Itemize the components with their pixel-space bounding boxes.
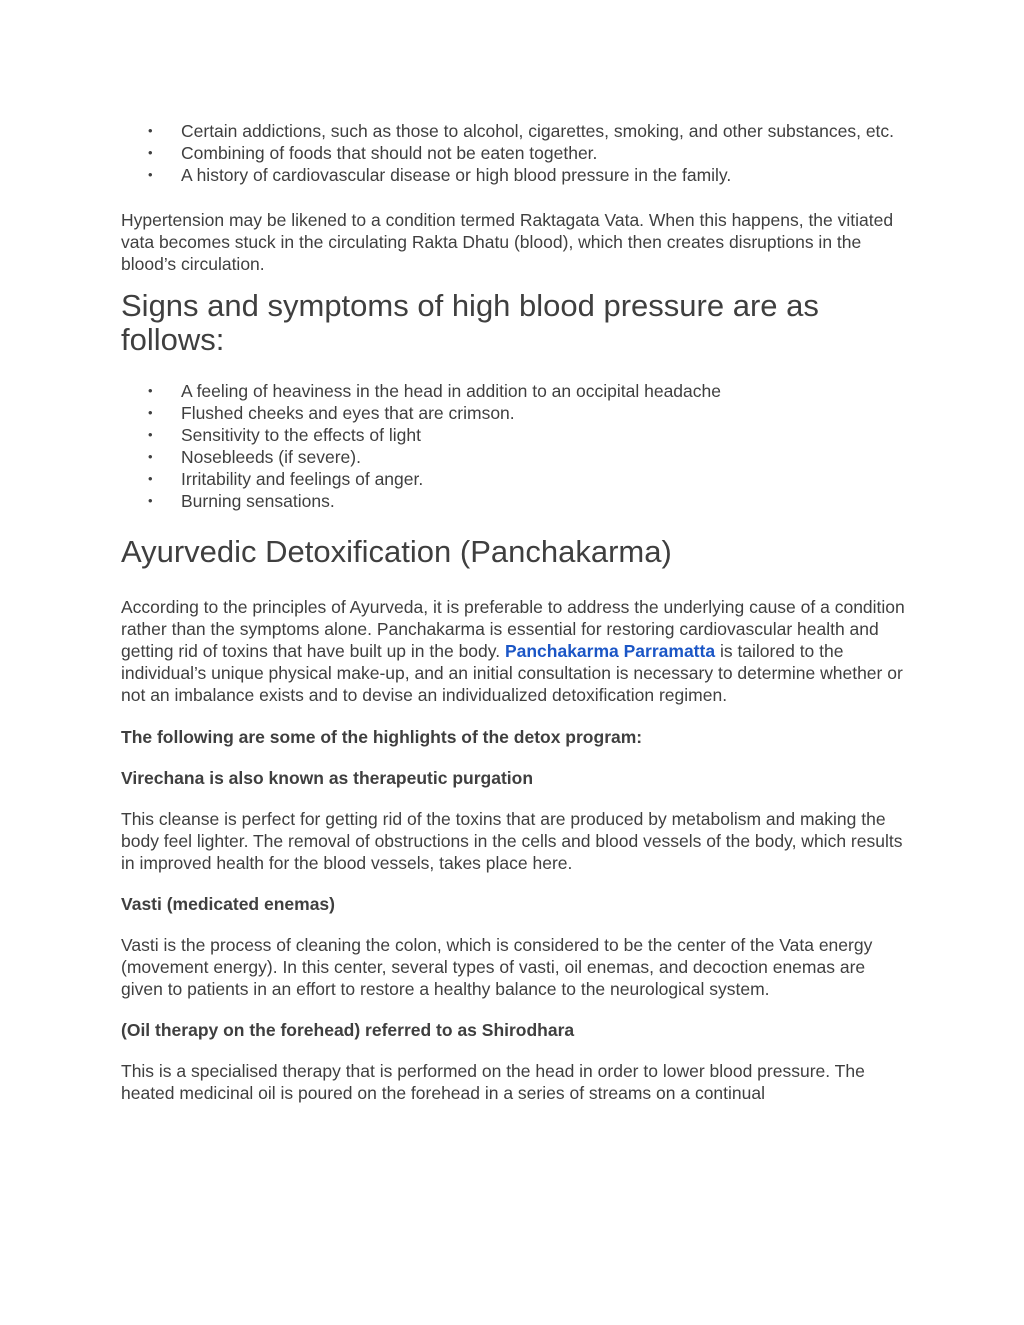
symptoms-list [121, 380, 911, 512]
list-item: • Flushed cheeks and eyes that are crimson. [148, 403, 515, 423]
list-item: • A feeling of heaviness in the head in addition to an occipital headache [148, 381, 721, 401]
bullet-icon: • [148, 405, 153, 420]
bullet-icon: • [148, 471, 153, 486]
bullet-icon: • [148, 493, 153, 508]
list-item: • Sensitivity to the effects of light [148, 425, 421, 445]
bullet-icon: • [148, 449, 153, 464]
list-item: • A history of cardiovascular disease or high blood pressure in the family. [148, 165, 732, 185]
bullet-icon: • [148, 427, 153, 442]
shirodhara-heading: (Oil therapy on the forehead) referred to as Shirodhara [121, 1020, 575, 1040]
hypertension-paragraph: Hypertension may be likened to a condition termed Raktagata Vata. When this happens, the vitiated vata becomes stuck in the circulating Rakta Dhatu (blood), which then creates disruptions in the blood’s circulation. [121, 210, 894, 274]
bullet-icon: • [148, 167, 153, 182]
vasti-heading: Vasti (medicated enemas) [121, 894, 335, 914]
list-item: • Certain addictions, such as those to alcohol, cigarettes, smoking, and other substances, etc. [148, 121, 895, 141]
bullet-icon: • [148, 123, 153, 138]
list-item: • Irritability and feelings of anger. [148, 469, 424, 489]
virechana-heading: Virechana is also known as therapeutic purgation [121, 768, 534, 788]
panchakarma-heading: Ayurvedic Detoxification (Panchakarma) [121, 534, 672, 569]
bullet-icon: • [148, 145, 153, 160]
bullet-icon: • [148, 383, 153, 398]
document-body [121, 120, 911, 1104]
list-item: • Nosebleeds (if severe). [148, 447, 361, 467]
panchakarma-parramatta-link[interactable]: Panchakarma Parramatta [504, 641, 716, 661]
vasti-paragraph: Vasti is the process of cleaning the colon, which is considered to be the center of the Vata energy (movement energy). In this center, several types of vasti, oil enemas, and decoction enemas are given to patients in an effort to restore a healthy balance to the neurological system. [121, 935, 873, 999]
symptoms-heading: Signs and symptoms of high blood pressure are as follows: [121, 288, 819, 357]
list-item: • Combining of foods that should not be eaten together. [148, 143, 598, 163]
detox-highlights-heading: The following are some of the highlights of the detox program: [121, 727, 643, 747]
virechana-paragraph: This cleanse is perfect for getting rid of the toxins that are produced by metabolism and making the body feel lighter. The removal of obstructions in the cells and blood vessels of the body, which results in improved health for the blood vessels, takes place here. [121, 809, 903, 873]
panchakarma-paragraph: According to the principles of Ayurveda, it is preferable to address the underlying cause of a condition rather than the symptoms alone. Panchakarma is essential for restoring cardiovascular health and getting rid of toxins that have built up in the body. Panchakarma Parramatta is tailored to the individual’s unique physical make-up, and an initial consultation is necessary to determine whether or not an imbalance exists and to devise an individualized detoxification regimen. [121, 597, 905, 705]
shirodhara-paragraph: This is a specialised therapy that is performed on the head in order to lower blood pressure. The heated medicinal oil is poured on the forehead in a series of streams on a continual [121, 1061, 865, 1103]
causes-list [121, 120, 911, 186]
list-item: • Burning sensations. [148, 491, 335, 511]
